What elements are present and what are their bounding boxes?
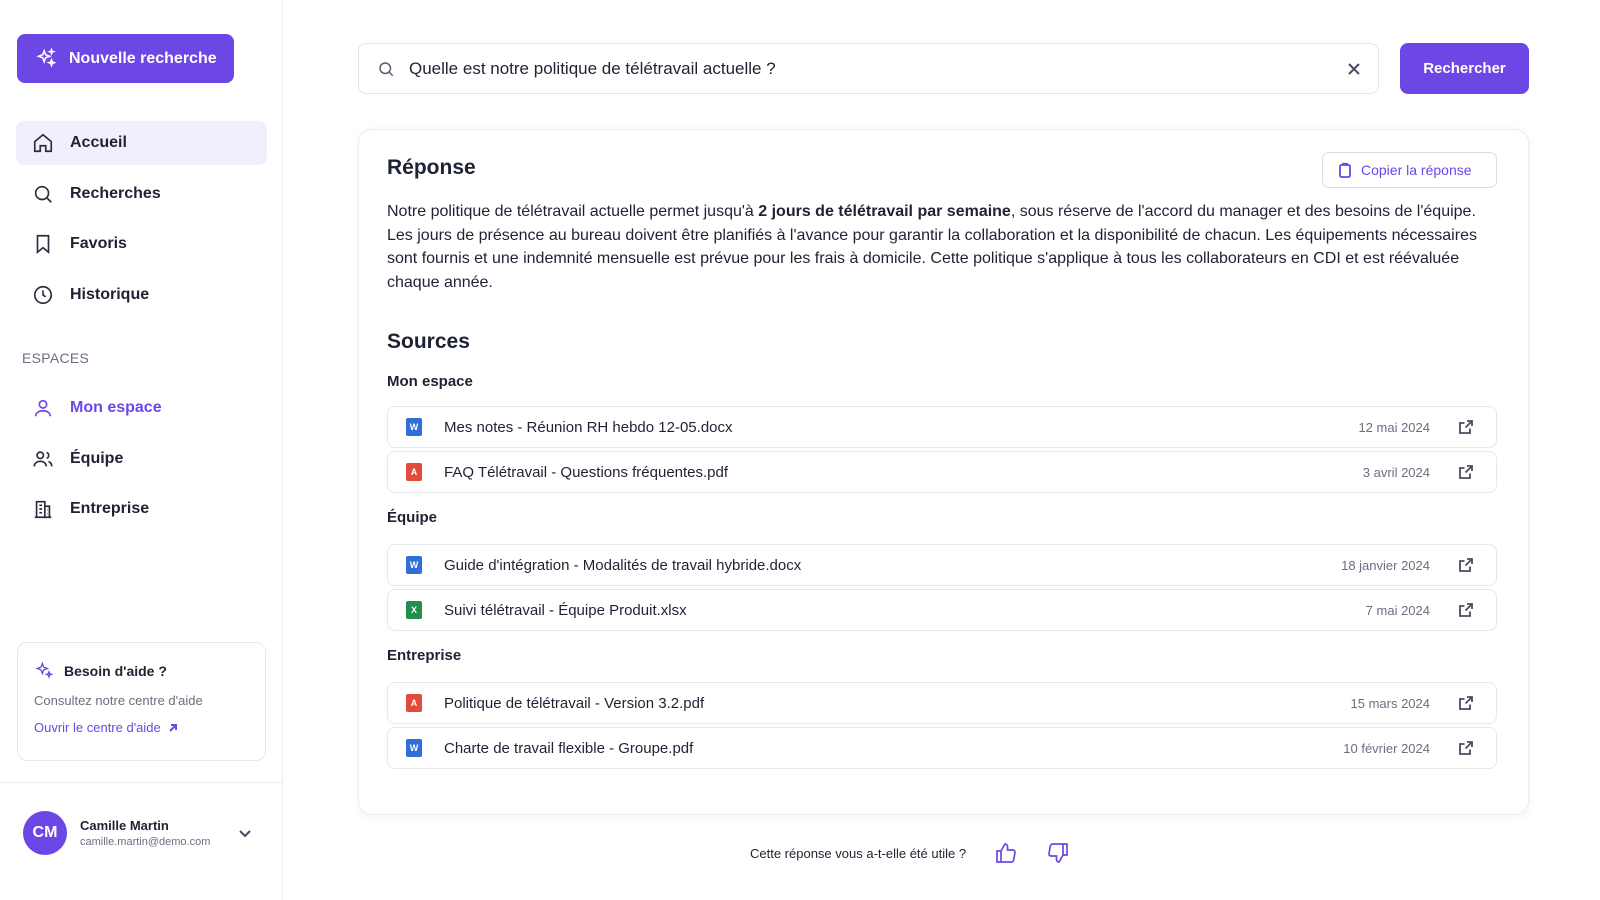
nav-item-recherches[interactable]: [16, 172, 267, 216]
user-name: Camille Martin: [80, 818, 169, 833]
source-group-label: Entreprise: [387, 647, 462, 664]
user-icon: [32, 397, 54, 419]
clock-icon: [32, 284, 54, 306]
external-link-icon[interactable]: [1458, 695, 1474, 711]
new-search-button[interactable]: [17, 34, 234, 83]
external-link-icon[interactable]: [1458, 557, 1474, 573]
spaces-nav: [16, 386, 267, 538]
clipboard-icon: [1337, 162, 1353, 178]
source-file-date: 3 avril 2024: [1362, 464, 1430, 480]
source-row[interactable]: [387, 544, 1497, 586]
space-item-equipe[interactable]: [16, 437, 267, 481]
search-input[interactable]: [409, 59, 1346, 79]
spaces-section-label: ESPACES: [22, 350, 90, 366]
help-title-text: Besoin d'aide ?: [64, 663, 167, 679]
sparkles-icon: [35, 48, 57, 70]
user-menu[interactable]: [23, 811, 253, 855]
user-info: [80, 818, 210, 848]
thumbs-down-icon[interactable]: [1046, 841, 1070, 865]
pdf-file-icon: A: [406, 694, 422, 712]
nav-item-historique[interactable]: [16, 273, 267, 317]
search-icon: [377, 60, 395, 78]
space-item-label: Équipe: [70, 449, 124, 467]
user-email: camille.martin@demo.com: [80, 836, 211, 848]
answer-title: Réponse: [387, 156, 476, 179]
word-file-icon: W: [406, 739, 422, 757]
source-file-name: Suivi télétravail - Équipe Produit.xlsx: [444, 601, 687, 619]
users-icon: [32, 448, 54, 470]
nav-item-label: Historique: [70, 285, 150, 303]
answer-text-part: , sous réserve de l'accord du manager et des besoins de l'équipe. Les jours de présence au bureau doivent être planifiés à l'avance pour garantir la collaboration et la disponibilité de chacun. Les équipements nécessaires sont fournis et une indemnité mensuelle est prévue pour les frais à domicile. Cette politique s'applique à tous les collaborateurs en CDI et est réévaluée chaque année.: [387, 203, 1477, 291]
source-group-label: Équipe: [387, 509, 438, 526]
source-row[interactable]: [387, 406, 1497, 448]
copy-answer-label: Copier la réponse: [1361, 162, 1472, 178]
word-file-icon: W: [406, 556, 422, 574]
source-file-date: 10 février 2024: [1343, 740, 1430, 756]
search-bar: [358, 43, 1379, 94]
help-center-link[interactable]: [34, 720, 249, 735]
avatar: CM: [23, 811, 67, 855]
answer-text-part: Notre politique de télétravail actuelle permet jusqu'à: [387, 203, 759, 220]
source-file-date: 12 mai 2024: [1358, 419, 1430, 435]
user-divider: [0, 782, 283, 783]
nav-item-accueil[interactable]: [16, 121, 267, 165]
source-row[interactable]: [387, 682, 1497, 724]
external-link-icon[interactable]: [1458, 602, 1474, 618]
source-file-name: Politique de télétravail - Version 3.2.pdf: [444, 694, 705, 712]
nav-item-label: Accueil: [70, 134, 127, 151]
search-icon: [32, 183, 54, 205]
arrow-up-right-icon: [167, 722, 179, 734]
feedback-question: Cette réponse vous a-t-elle été utile ?: [750, 845, 967, 861]
source-file-date: 18 janvier 2024: [1341, 557, 1430, 573]
word-file-icon: W: [406, 418, 422, 436]
space-item-label: Entreprise: [70, 500, 150, 517]
space-item-label: Mon espace: [70, 399, 162, 416]
answer-card: [358, 129, 1529, 815]
source-row[interactable]: [387, 589, 1497, 631]
feedback-bar: [750, 836, 1070, 870]
new-search-label: Nouvelle recherche: [69, 49, 217, 67]
help-card: [17, 642, 266, 761]
nav-item-label: Favoris: [70, 235, 127, 252]
nav-item-label: Recherches: [70, 184, 161, 202]
source-file-date: 7 mai 2024: [1365, 602, 1430, 618]
source-group-label: Mon espace: [387, 373, 473, 390]
source-file-name: Guide d'intégration - Modalités de travail hybride.docx: [444, 556, 802, 574]
source-file-name: Mes notes - Réunion RH hebdo 12-05.docx: [444, 418, 733, 436]
help-title: [34, 661, 249, 681]
source-file-date: 15 mars 2024: [1350, 695, 1430, 711]
answer-text: [387, 200, 1497, 294]
source-row[interactable]: [387, 451, 1497, 493]
sources-title: Sources: [387, 330, 470, 353]
sparkles-icon: [34, 661, 54, 681]
pdf-file-icon: A: [406, 463, 422, 481]
nav-item-favoris[interactable]: [16, 222, 267, 266]
source-file-name: Charte de travail flexible - Groupe.pdf: [444, 739, 694, 757]
copy-answer-button[interactable]: [1322, 152, 1497, 188]
close-icon[interactable]: [1346, 61, 1362, 77]
home-icon: [32, 132, 54, 154]
source-file-name: FAQ Télétravail - Questions fréquentes.pdf: [444, 463, 729, 481]
help-link-text: Ouvrir le centre d'aide: [34, 720, 161, 735]
main-nav: [16, 121, 267, 323]
thumbs-up-icon[interactable]: [994, 841, 1018, 865]
sidebar: [0, 0, 283, 900]
space-item-mon-espace[interactable]: [16, 386, 267, 430]
external-link-icon[interactable]: [1458, 419, 1474, 435]
bookmark-icon: [32, 233, 54, 255]
chevron-down-icon: [237, 825, 253, 841]
external-link-icon[interactable]: [1458, 464, 1474, 480]
source-row[interactable]: [387, 727, 1497, 769]
building-icon: [32, 498, 54, 520]
external-link-icon[interactable]: [1458, 740, 1474, 756]
search-button[interactable]: Rechercher: [1400, 43, 1529, 94]
excel-file-icon: X: [406, 601, 422, 619]
help-subtitle: Consultez notre centre d'aide: [34, 693, 203, 708]
answer-text-highlight: 2 jours de télétravail par semaine: [758, 203, 1011, 220]
space-item-entreprise[interactable]: [16, 487, 267, 531]
